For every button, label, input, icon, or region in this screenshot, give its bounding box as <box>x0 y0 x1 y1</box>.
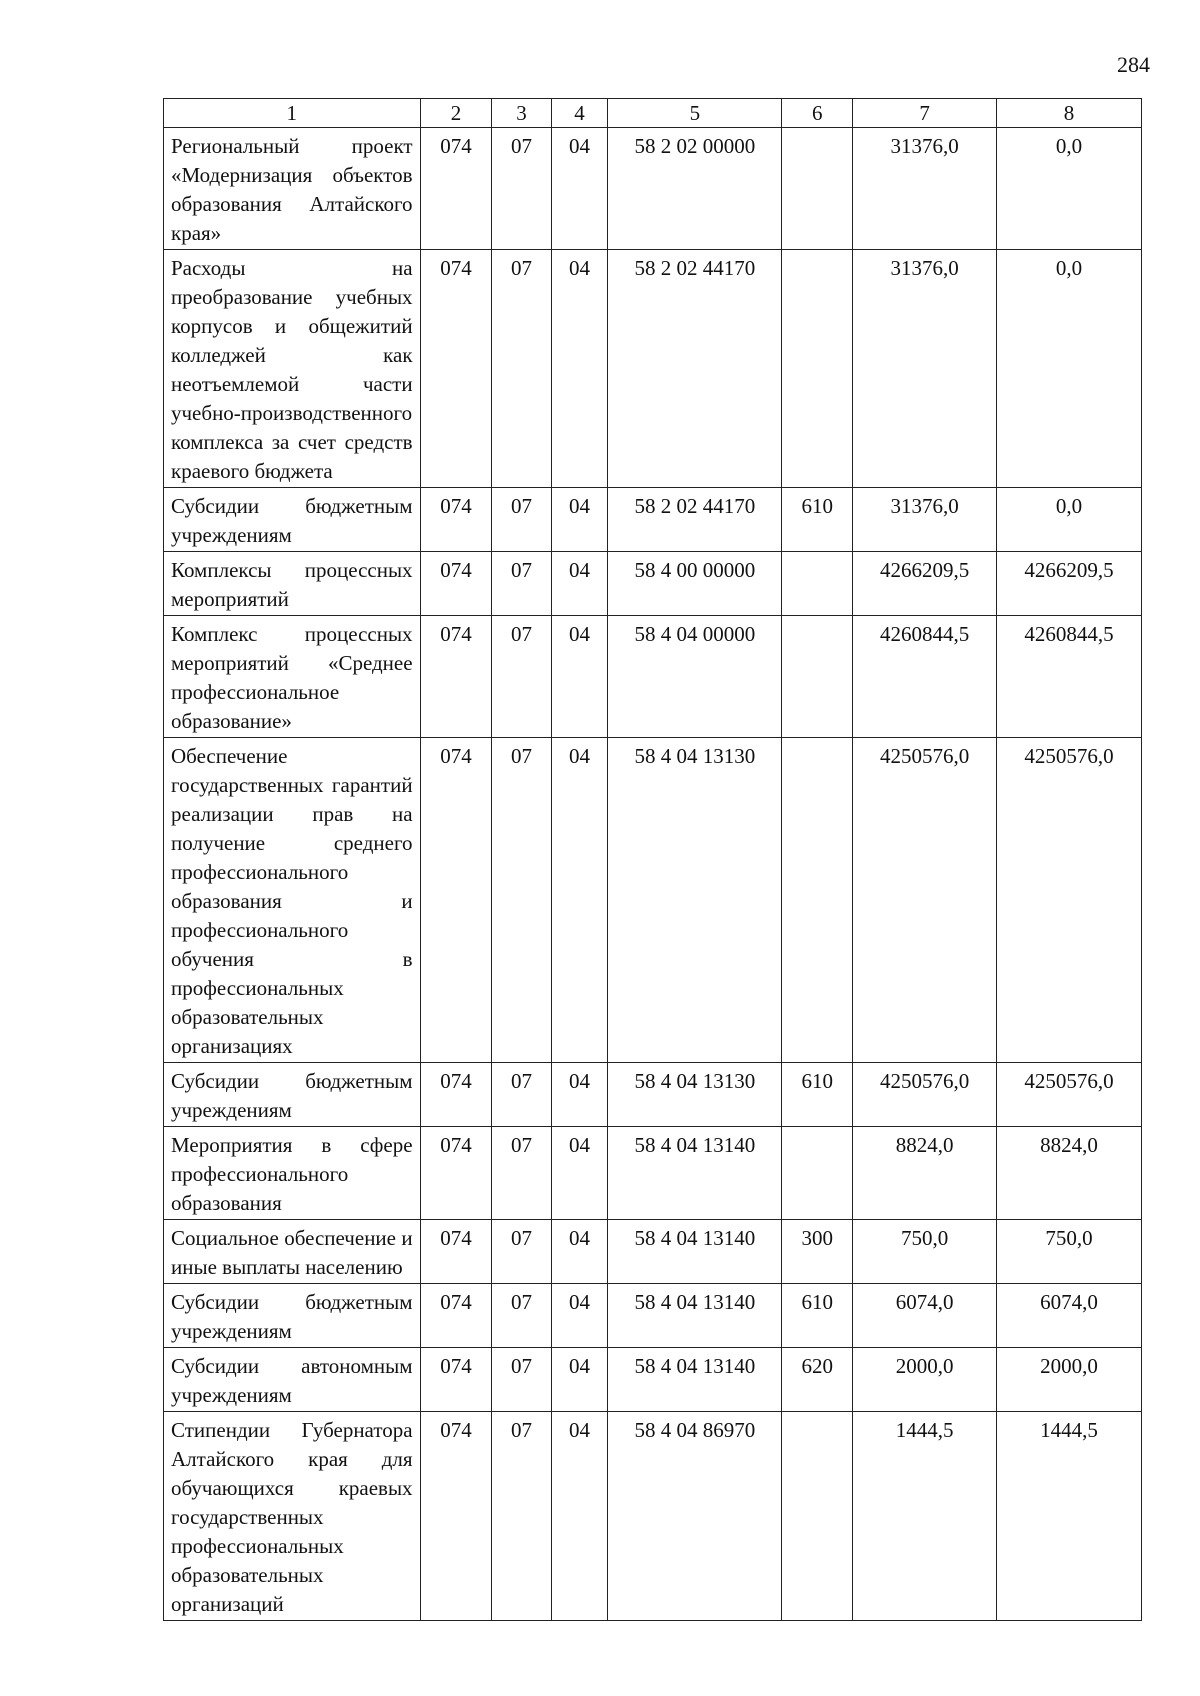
row-csr: 58 4 04 13140 <box>608 1348 782 1412</box>
row-sum-1: 31376,0 <box>853 488 997 552</box>
row-vr: 620 <box>782 1348 853 1412</box>
row-pr: 04 <box>551 738 608 1063</box>
row-gr: 074 <box>420 552 492 616</box>
row-sum-1: 4266209,5 <box>853 552 997 616</box>
row-sum-2: 750,0 <box>997 1220 1142 1284</box>
table-row <box>164 1127 1142 1220</box>
row-csr: 58 4 04 13130 <box>608 1063 782 1127</box>
row-pr: 04 <box>551 250 608 488</box>
header-col-4: 4 <box>551 99 608 128</box>
page-number: 284 <box>1117 52 1150 77</box>
header-col-7: 7 <box>853 99 997 128</box>
table-row <box>164 1348 1142 1412</box>
row-rz: 07 <box>492 1063 551 1127</box>
header-col-3: 3 <box>492 99 551 128</box>
table-row <box>164 250 1142 488</box>
row-csr: 58 4 04 13140 <box>608 1220 782 1284</box>
row-name: Субсидии бюджетным учреждениям <box>164 1063 421 1127</box>
row-csr: 58 2 02 44170 <box>608 250 782 488</box>
row-csr: 58 2 02 44170 <box>608 488 782 552</box>
row-sum-1: 8824,0 <box>853 1127 997 1220</box>
row-pr: 04 <box>551 552 608 616</box>
row-vr: 610 <box>782 488 853 552</box>
row-rz: 07 <box>492 738 551 1063</box>
row-sum-2: 4250576,0 <box>997 1063 1142 1127</box>
row-sum-1: 750,0 <box>853 1220 997 1284</box>
table-row <box>164 128 1142 250</box>
row-sum-1: 4250576,0 <box>853 1063 997 1127</box>
row-gr: 074 <box>420 738 492 1063</box>
row-sum-2: 4266209,5 <box>997 552 1142 616</box>
row-sum-2: 0,0 <box>997 128 1142 250</box>
row-sum-2: 2000,0 <box>997 1348 1142 1412</box>
table-row <box>164 1284 1142 1348</box>
header-col-2: 2 <box>420 99 492 128</box>
row-pr: 04 <box>551 1127 608 1220</box>
row-sum-1: 31376,0 <box>853 128 997 250</box>
row-sum-2: 8824,0 <box>997 1127 1142 1220</box>
row-sum-1: 31376,0 <box>853 250 997 488</box>
row-name: Обеспечение государственных гарантий реализации прав на получение среднего профессионального образования и профессионального обучения в профессиональных образовательных организациях <box>164 738 421 1063</box>
row-rz: 07 <box>492 1412 551 1621</box>
row-rz: 07 <box>492 488 551 552</box>
row-vr: 300 <box>782 1220 853 1284</box>
row-rz: 07 <box>492 616 551 738</box>
row-gr: 074 <box>420 1284 492 1348</box>
row-gr: 074 <box>420 1412 492 1621</box>
row-sum-1: 1444,5 <box>853 1412 997 1621</box>
budget-table <box>163 98 1142 1621</box>
row-csr: 58 4 04 13140 <box>608 1127 782 1220</box>
row-gr: 074 <box>420 128 492 250</box>
row-name: Стипендии Губернатора Алтайского края для обучающихся краевых государственных профессиональных образовательных организаций <box>164 1412 421 1621</box>
row-vr <box>782 1412 853 1621</box>
row-gr: 074 <box>420 616 492 738</box>
row-sum-1: 4260844,5 <box>853 616 997 738</box>
row-vr <box>782 738 853 1063</box>
row-csr: 58 2 02 00000 <box>608 128 782 250</box>
row-rz: 07 <box>492 128 551 250</box>
row-name: Расходы на преобразование учебных корпусов и общежитий колледжей как неотъемлемой части учебно-производственного комплекса за счет средств краевого бюджета <box>164 250 421 488</box>
row-gr: 074 <box>420 1127 492 1220</box>
row-pr: 04 <box>551 1284 608 1348</box>
row-sum-1: 2000,0 <box>853 1348 997 1412</box>
row-csr: 58 4 00 00000 <box>608 552 782 616</box>
row-vr <box>782 616 853 738</box>
row-vr: 610 <box>782 1063 853 1127</box>
row-sum-2: 0,0 <box>997 250 1142 488</box>
row-rz: 07 <box>492 1284 551 1348</box>
row-name: Субсидии бюджетным учреждениям <box>164 1284 421 1348</box>
row-rz: 07 <box>492 1220 551 1284</box>
row-csr: 58 4 04 13130 <box>608 738 782 1063</box>
row-name: Комплексы процессных мероприятий <box>164 552 421 616</box>
table-row <box>164 738 1142 1063</box>
row-pr: 04 <box>551 128 608 250</box>
table-row <box>164 616 1142 738</box>
row-gr: 074 <box>420 250 492 488</box>
row-vr <box>782 128 853 250</box>
row-name: Мероприятия в сфере профессионального образования <box>164 1127 421 1220</box>
row-pr: 04 <box>551 1063 608 1127</box>
row-rz: 07 <box>492 1127 551 1220</box>
row-sum-2: 6074,0 <box>997 1284 1142 1348</box>
row-gr: 074 <box>420 488 492 552</box>
header-col-1: 1 <box>164 99 421 128</box>
row-sum-2: 1444,5 <box>997 1412 1142 1621</box>
table-row <box>164 552 1142 616</box>
table-row <box>164 1220 1142 1284</box>
row-sum-1: 4250576,0 <box>853 738 997 1063</box>
row-sum-1: 6074,0 <box>853 1284 997 1348</box>
row-rz: 07 <box>492 552 551 616</box>
row-pr: 04 <box>551 1412 608 1621</box>
row-gr: 074 <box>420 1348 492 1412</box>
row-csr: 58 4 04 13140 <box>608 1284 782 1348</box>
header-col-5: 5 <box>608 99 782 128</box>
row-sum-2: 0,0 <box>997 488 1142 552</box>
header-col-8: 8 <box>997 99 1142 128</box>
row-name: Субсидии автономным учреждениям <box>164 1348 421 1412</box>
table-row <box>164 488 1142 552</box>
row-name: Субсидии бюджетным учреждениям <box>164 488 421 552</box>
row-rz: 07 <box>492 1348 551 1412</box>
row-vr <box>782 250 853 488</box>
row-sum-2: 4260844,5 <box>997 616 1142 738</box>
header-col-6: 6 <box>782 99 853 128</box>
row-name: Комплекс процессных мероприятий «Среднее профессиональное образование» <box>164 616 421 738</box>
row-name: Региональный проект «Модернизация объектов образования Алтайского края» <box>164 128 421 250</box>
row-csr: 58 4 04 00000 <box>608 616 782 738</box>
header-row <box>164 99 1142 128</box>
row-vr: 610 <box>782 1284 853 1348</box>
table-row <box>164 1063 1142 1127</box>
row-gr: 074 <box>420 1220 492 1284</box>
row-name: Социальное обеспечение и иные выплаты населению <box>164 1220 421 1284</box>
row-pr: 04 <box>551 488 608 552</box>
row-csr: 58 4 04 86970 <box>608 1412 782 1621</box>
row-rz: 07 <box>492 250 551 488</box>
row-sum-2: 4250576,0 <box>997 738 1142 1063</box>
row-vr <box>782 552 853 616</box>
row-gr: 074 <box>420 1063 492 1127</box>
row-pr: 04 <box>551 1348 608 1412</box>
row-pr: 04 <box>551 1220 608 1284</box>
row-vr <box>782 1127 853 1220</box>
table-row <box>164 1412 1142 1621</box>
row-pr: 04 <box>551 616 608 738</box>
